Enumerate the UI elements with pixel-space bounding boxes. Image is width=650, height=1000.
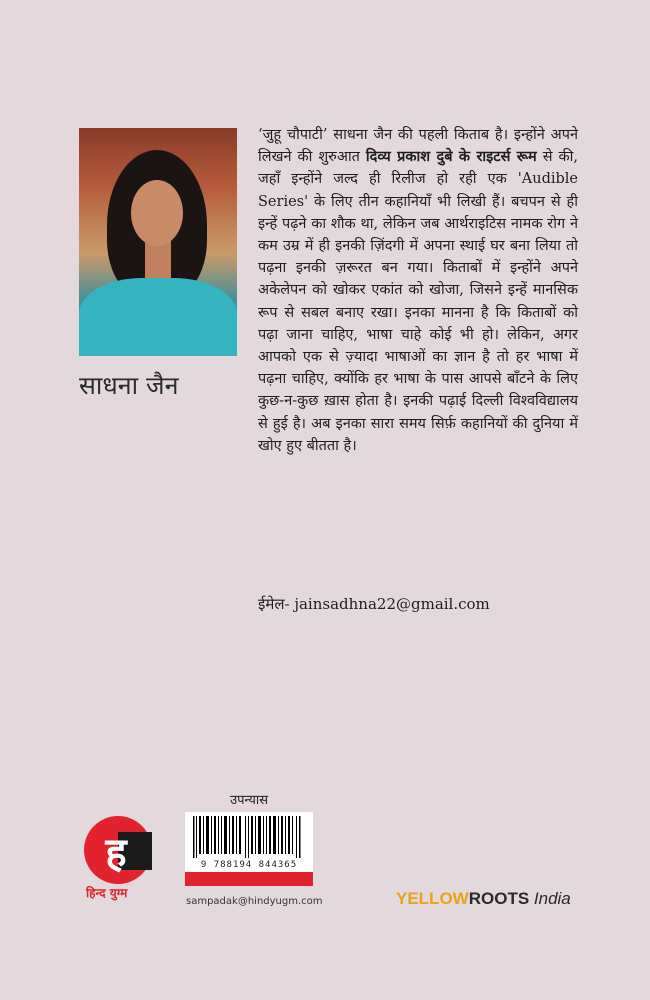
- author-photo: [79, 128, 237, 356]
- hind-yugm-logo-icon: [80, 812, 156, 888]
- bio-text-1: ‘जुहू चौपाटी’ साधना जैन की पहली किताब है। इन्होंने अपने लिखने की शुरुआत: [258, 127, 578, 166]
- imprint-roots: ROOTS: [468, 889, 530, 908]
- imprint-yellow: YELLOW: [396, 889, 469, 908]
- publisher-email: sampadak@hindyugm.com: [186, 896, 323, 907]
- imprint-india: India: [529, 889, 571, 908]
- bio-bold: दिव्य प्रकाश दुबे के राइटर्स रूम: [365, 148, 537, 166]
- svg-text:ह: ह: [105, 830, 127, 876]
- publisher-name: हिन्द युग्म: [86, 886, 128, 900]
- author-email: ईमेल- jainsadhna22@gmail.com: [258, 595, 490, 613]
- barcode-bars: [185, 812, 313, 860]
- yellowroots-logo: [396, 889, 571, 909]
- bio-text-2: से की, जहाँ इन्होंने जल्द ही रिलीज हो रही एक 'Audible Series' के लिए तीन कहानियाँ भी लिखी हैं। बचपन से ही इन्हें पढ़ने का शौक था, लेकिन जब आर्थराइटिस नामक रोग ने कम उम्र में ही इनकी ज़िंदगी में अपना स्थाई घर बना लिया तो पढ़ना इनकी ज़रूरत बन गया। किताबों में इन्होंने अपने अकेलेपन को खोकर एकांत को खोजा, जिसने इन्हें मानसिक रूप से सबल बनाए रखा। इनका मानना है कि किताबों को पढ़ा जाना चाहिए, भाषा चाहे कोई भी हो। लेकिन, अगर आपको एक से ज़्यादा भाषाओं का ज्ञान है तो हर भाषा में पढ़ना चाहिए, क्योंकि हर भाषा के पास आपसे बाँटने के लिए कुछ-न-कुछ ख़ास होता है। इनकी पढ़ाई दिल्ली विश्वविद्यालय से हुई है। अब इनका सारा समय सिर्फ़ कहानियों की दुनिया में खोए हुए बीतता है।: [258, 149, 578, 454]
- barcode-red-strip: [185, 872, 313, 886]
- genre-label: उपन्यास: [230, 793, 269, 808]
- barcode-number: 9 788194 844365: [200, 860, 298, 870]
- author-name: साधना जैन: [79, 371, 179, 400]
- barcode: [185, 812, 313, 872]
- author-bio: [258, 124, 578, 457]
